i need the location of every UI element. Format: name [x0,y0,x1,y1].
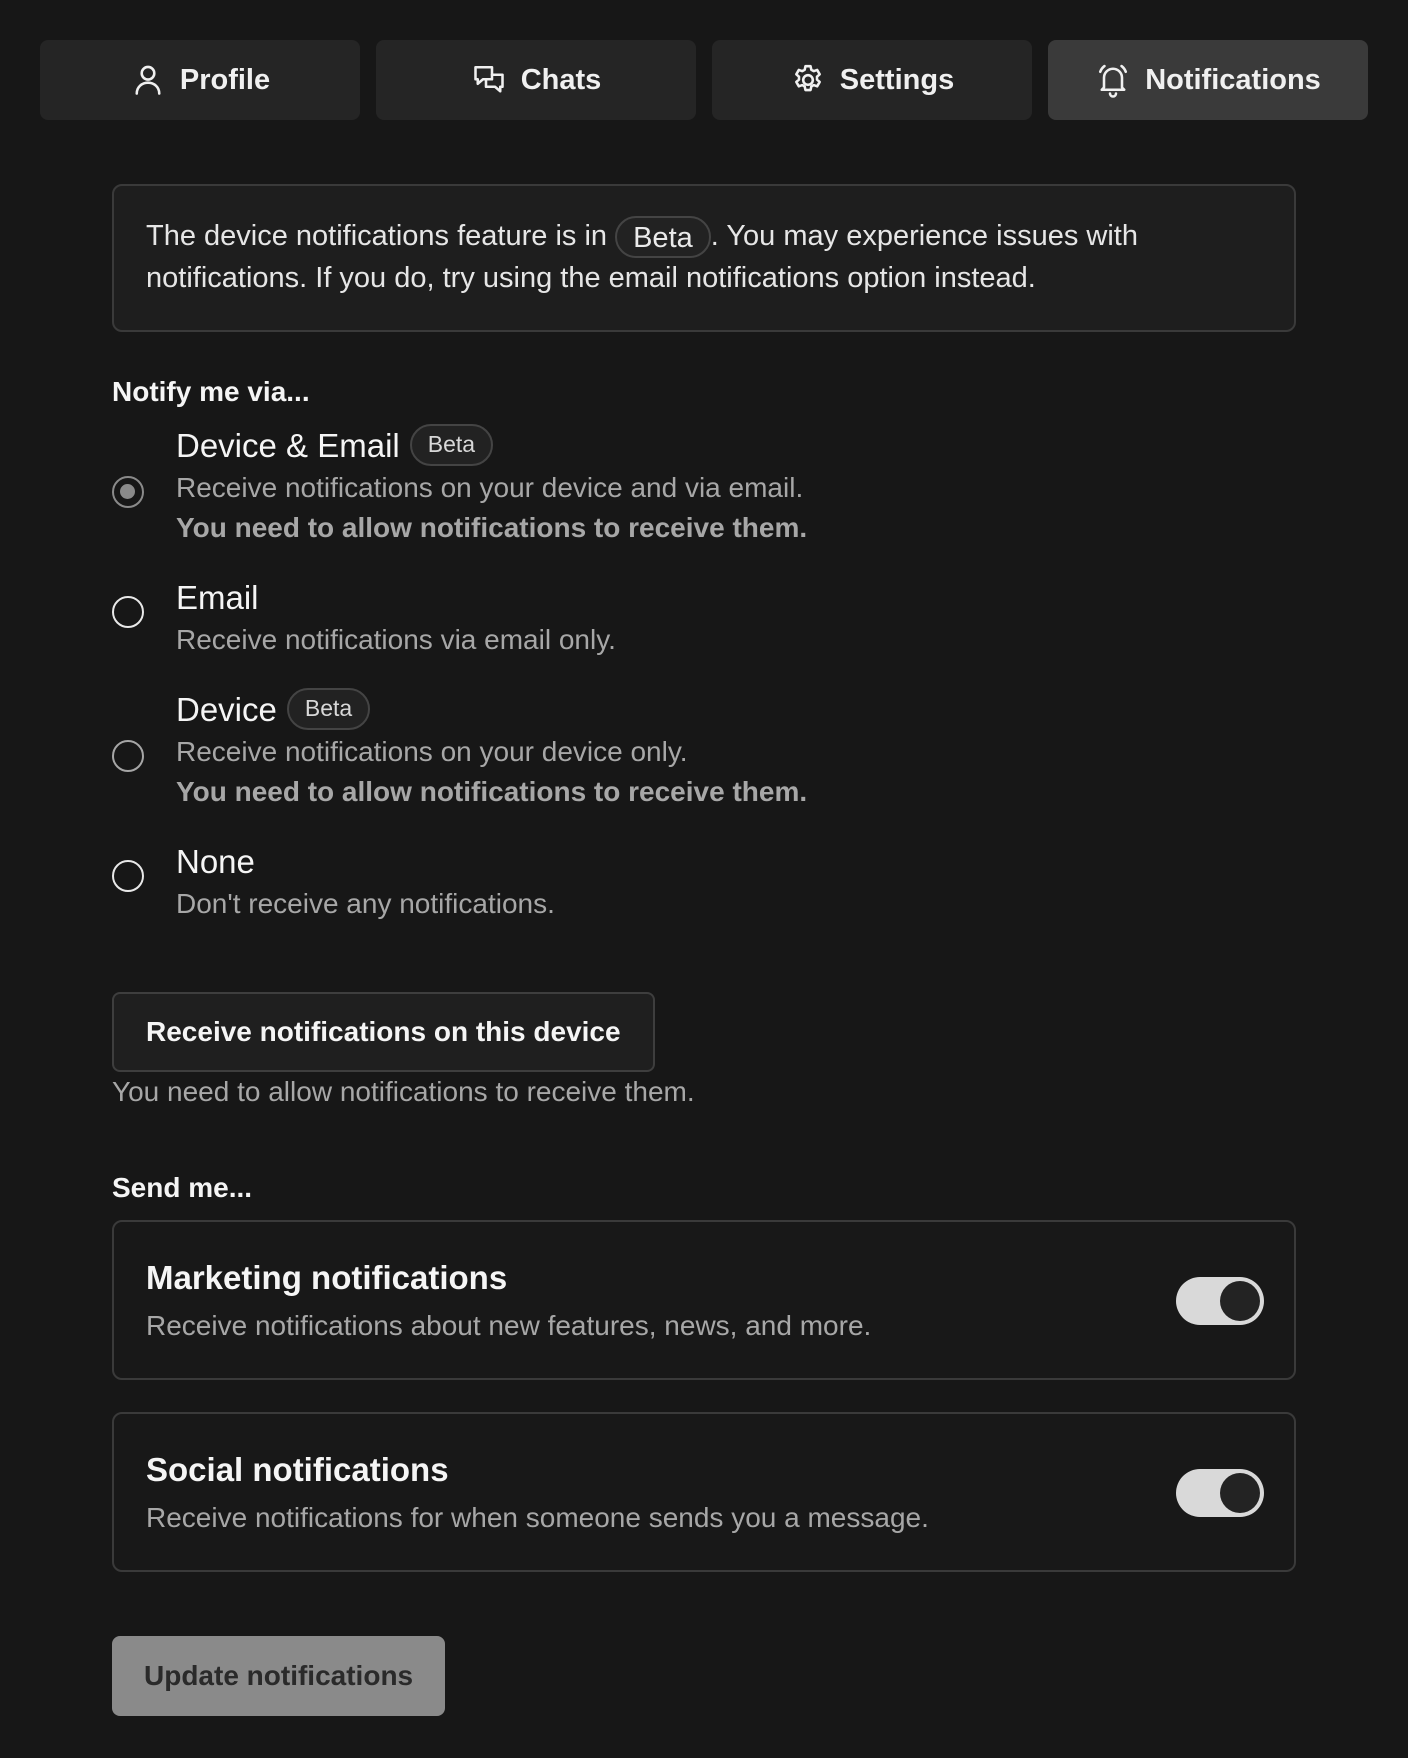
beta-badge: Beta [410,424,493,466]
option-description: Receive notifications via email only. [176,624,616,655]
tab-label: Chats [520,63,602,96]
option-text [176,424,807,548]
marketing-toggle[interactable] [1176,1277,1264,1325]
marketing-notifications-card [112,1220,1296,1380]
user-icon [130,62,166,98]
receive-on-device-button[interactable]: Receive notifications on this device [112,992,655,1072]
option-description: Receive notifications on your device and via email. [176,472,804,503]
option-text [176,688,807,812]
gear-icon [790,62,826,98]
option-title [176,688,807,732]
option-title-text: Device & Email [176,427,400,464]
chats-icon [471,62,507,98]
option-description: Don't receive any notifications. [176,888,555,919]
card-description: Receive notifications for when someone sends you a message. [146,1502,929,1533]
notifications-panel [112,184,1296,1691]
update-notifications-button[interactable]: Update notifications [112,1636,445,1716]
card-description: Receive notifications about new features, news, and more. [146,1310,872,1341]
tab-label: Notifications [1145,63,1321,96]
tab-settings[interactable] [712,40,1032,120]
card-title: Social notifications [146,1451,449,1488]
card-title: Marketing notifications [146,1259,508,1296]
option-note: You need to allow notifications to receive them. [176,776,808,807]
tab-profile[interactable] [40,40,360,120]
tab-label: Profile [179,63,271,96]
option-title: Email [176,579,259,616]
toggle-knob [1220,1473,1260,1513]
option-note: You need to allow notifications to receive them. [176,512,808,543]
beta-badge: Beta [287,688,370,730]
option-description: Receive notifications on your device only. [176,736,688,767]
option-text [176,840,555,924]
option-title: None [176,843,255,880]
send-section-label: Send me... [112,1172,253,1203]
tab-label: Settings [839,63,955,96]
tab-notifications[interactable] [1048,40,1368,120]
beta-badge: Beta [615,216,711,258]
radio-device[interactable] [112,740,144,772]
info-text-before: The device notifications feature is in [146,220,616,252]
tab-bar [40,40,1368,120]
radio-none[interactable] [112,860,144,892]
notify-section-label: Notify me via... [112,376,310,407]
option-title-text: Device [176,691,277,728]
social-notifications-card [112,1412,1296,1572]
option-text [176,576,616,660]
info-text-after: . You may experience issues with notifications. If you do, try using the email notifications option instead. [146,220,1138,295]
toggle-knob [1220,1281,1260,1321]
radio-email[interactable] [112,596,144,628]
option-title [176,424,807,468]
beta-info-banner [112,184,1296,332]
device-permission-note: You need to allow notifications to receive them. [112,1076,695,1107]
bell-icon [1095,62,1131,98]
social-toggle[interactable] [1176,1469,1264,1517]
tab-chats[interactable] [376,40,696,120]
radio-device-email[interactable] [112,476,144,508]
